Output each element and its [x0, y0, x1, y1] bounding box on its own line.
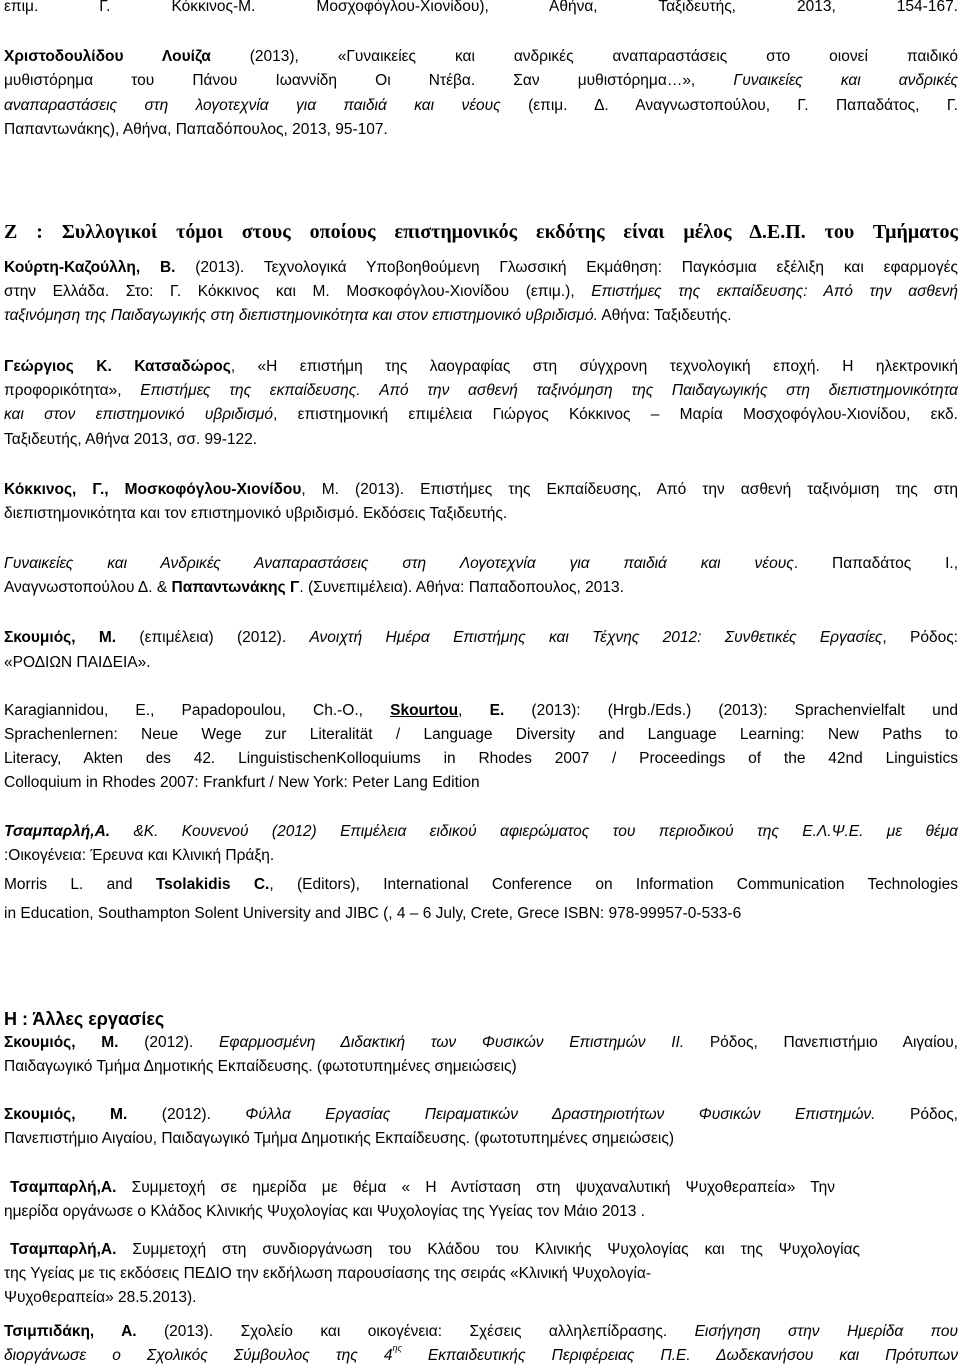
ref-line	[4, 747, 958, 771]
section-heading-h	[4, 1005, 958, 1033]
text-segment: Επιστήμες της εκπαίδευσης: Από την ασθενή	[591, 283, 958, 300]
text-segment	[112, 358, 134, 375]
text-segment: Karagiannidou, E., Papadopoulou, Ch.-O.,	[4, 702, 391, 719]
ref-line	[4, 94, 958, 118]
text-segment: Φύλλα Εργασίας Πειραματικών Δραστηριοτήτων Φυσικών Επιστημών.	[245, 1106, 876, 1123]
text-segment: Γυναικείες και Ανδρικές Αναπαραστάσεις στη Λογοτεχνία για παιδιά και νέους	[4, 555, 794, 572]
text-segment: Ζ : Συλλογικοί τόμοι στους οποίους επιστημονικός εκδότης είναι μέλος Δ.Ε.Π. του Τμήματος	[4, 221, 958, 243]
text-segment: Ρόδος,	[875, 1106, 958, 1123]
text-segment: (2013): (Hrgb./Eds.) (2013): Sprachenvielfalt und	[504, 702, 958, 719]
text-segment: (επιμέλεια) (2012).	[116, 629, 310, 646]
text-segment: Εισήγηση στην Ημερίδα που	[694, 1323, 958, 1340]
text-segment: :Οικογένεια: Έρευνα και Κλινική Πράξη.	[4, 847, 275, 864]
text-segment: ης	[392, 1342, 402, 1353]
text-segment: προφορικότητα»,	[4, 382, 141, 399]
text-segment: «ΡΟΔΙΩΝ ΠΑΙΔΕΙΑ».	[4, 654, 151, 671]
ref-line	[4, 844, 958, 868]
ref-line	[4, 1320, 958, 1344]
text-segment: (2013). Τεχνολογικά Υποβοηθούμενη Γλωσσική Εκμάθηση: Παγκόσμια εξέλιξη και εφαρμογές	[175, 259, 958, 276]
ref-line	[4, 1031, 958, 1055]
text-segment: . Παπαδάτος Ι.,	[793, 555, 958, 572]
ref-line	[4, 280, 958, 304]
text-segment: Σκουμιός, Μ.	[4, 1106, 128, 1123]
text-segment: (2012).	[127, 1106, 246, 1123]
ref-line	[4, 771, 958, 795]
text-segment: , Ρόδος:	[882, 629, 958, 646]
text-segment: Σκουμιός, Μ.	[4, 1034, 119, 1051]
text-segment: Κούρτη-Καζούλλη, Β.	[4, 259, 176, 276]
text-segment: στην Ελλάδα. Στο: Γ. Κόκκινος και Μ. Μοσκοφόγλου-Χιονίδου (επιμ.),	[4, 283, 592, 300]
ref-line	[4, 0, 958, 19]
ref-line	[4, 478, 958, 502]
section-heading-z	[4, 218, 958, 246]
text-segment: Literacy, Akten des 42. LinguistischenKolloquiums in Rhodes 2007 / Proceedings of the 42nd Linguistics	[4, 750, 958, 767]
text-segment: Tsolakidis C.	[155, 876, 270, 893]
text-segment: της Υγείας με τις εκδόσεις ΠΕΔΙΟ την εκδήλωση παρουσίασης της σειράς «Κλινική Ψυχολογία-	[4, 1265, 651, 1282]
text-segment: Συμμετοχή στη συνδιοργάνωση του Κλάδου του Κλινικής Ψυχολογίας και της Ψυχολογίας	[116, 1241, 860, 1258]
text-segment: Εκπαιδευτικής Περιφέρειας Π.Ε. Δωδεκανήσου και Πρότυπων	[401, 1347, 958, 1364]
ref-line	[4, 820, 958, 844]
ref-line	[4, 576, 958, 600]
text-segment: &Κ. Κουνενού (2012) Επιμέλεια ειδικού αφιερώματος του περιοδικού της Ε.Λ.Ψ.Ε. με θέμα	[110, 823, 958, 840]
ref-line	[4, 118, 958, 142]
text-segment: , Μ. (2013). Επιστήμες της Εκπαίδευσης, Από την ασθενή ταξινόμιση της στη	[301, 481, 958, 498]
ref-line	[4, 1344, 958, 1368]
text-segment: ταξινόμηση της Παιδαγωγικής στη διεπιστημονικότητα και στον επιστημονικό υβριδισμό.	[4, 307, 598, 324]
text-segment: (2013). Σχολείο και οικογένεια: Σχέσεις αλληλεπίδρασης.	[136, 1323, 695, 1340]
text-segment: Παπαντωνάκης), Αθήνα, Παπαδόπουλος, 2013, 95-107.	[4, 121, 388, 138]
text-segment: Colloquium in Rhodes 2007: Frankfurt / New York: Peter Lang Edition	[4, 774, 480, 791]
ref-line	[4, 403, 958, 427]
ref-line	[4, 355, 958, 379]
text-segment: Χριστοδουλίδου Λουίζα	[4, 48, 211, 65]
text-segment: Σκουμιός, Μ.	[4, 629, 117, 646]
text-segment: Ανοιχτή Ημέρα Επιστήμης και Τέχνης 2012: Συνθετικές Εργασίες	[309, 629, 883, 646]
ref-line	[4, 1286, 958, 1310]
text-segment: επιμ. Γ. Κόκκινος-Μ. Μοσχοφόγλου-Χιονίδου), Αθήνα, Ταξιδευτής, 2013, 154-167.	[4, 0, 958, 15]
text-segment: Sprachenlernen: Neue Wege zur Literalität / Language Diversity and Language Learning: New Paths to	[4, 726, 958, 743]
text-segment: Τσαμπαρλή,Α.	[4, 823, 111, 840]
text-segment: , (Editors), International Conference on Information Communication Technologies	[269, 876, 958, 893]
ref-line	[4, 256, 958, 280]
text-segment: Εφαρμοσμένη Διδακτική των Φυσικών Επιστημών ΙΙ.	[219, 1034, 685, 1051]
text-segment	[361, 382, 380, 399]
text-segment: in Education, Southampton Solent University and JIBC (, 4 – 6 July, Crete, Grece ISBN: 978-99957-0-533-6	[4, 905, 742, 922]
text-segment: Τσαμπαρλή,Α.	[10, 1241, 117, 1258]
text-segment: διεπιστημονικότητα και τον επιστημονικό υβριδισμό. Εκδόσεις Ταξιδευτής.	[4, 505, 508, 522]
ref-line	[4, 502, 958, 526]
text-segment: αναπαραστάσεις στη λογοτεχνία για παιδιά και νέους	[4, 97, 501, 114]
ref-line	[4, 1055, 958, 1079]
text-segment: Αναγνωστοπούλου Δ. &	[4, 579, 172, 596]
text-segment: Γυναικείες και ανδρικές	[733, 72, 958, 89]
ref-line	[4, 902, 958, 926]
text-segment: μυθιστόρημα του Πάνου Ιωαννίδη Οι Ντέβα. Σαν μυθιστόρημα…»,	[4, 72, 734, 89]
ref-line	[10, 1238, 860, 1262]
ref-line	[4, 651, 958, 675]
text-segment: Τσιμπιδάκη, Α.	[4, 1323, 137, 1340]
ref-line	[4, 1103, 958, 1127]
ref-line	[4, 723, 958, 747]
text-segment: (επιμ. Δ. Αναγνωστοπούλου, Γ. Παπαδάτος, Γ.	[500, 97, 958, 114]
text-segment: Ρόδος, Πανεπιστήμιο Αιγαίου,	[684, 1034, 958, 1051]
ref-line	[4, 626, 958, 650]
text-segment: Τσαμπαρλή,Α.	[10, 1179, 117, 1196]
ref-line	[4, 304, 958, 328]
ref-line	[4, 1127, 958, 1151]
text-segment: Κόκκινος, Γ., Μοσκοφόγλου-Χιονίδου	[4, 481, 302, 498]
text-segment: . (Συνεπιμέλεια). Αθήνα: Παπαδοπουλος, 2013.	[299, 579, 624, 596]
text-segment: Skourtou	[390, 702, 459, 719]
ref-line	[4, 552, 958, 576]
text-segment: Morris L. and	[4, 876, 156, 893]
text-segment: , «Η επιστήμη της λαογραφίας στη σύγχρονη τεχνολογική εποχή. Η ηλεκτρονική	[230, 358, 958, 375]
text-segment: Συμμετοχή σε ημερίδα με θέμα « Η Αντίσταση στη ψυχαναλυτική Ψυχοθεραπεία» Την	[116, 1179, 835, 1196]
text-segment: Ταξιδευτής, Αθήνα 2013, σσ. 99-122.	[4, 431, 258, 448]
text-segment: Πανεπιστήμιο Αιγαίου, Παιδαγωγικό Τμήμα Δημοτικής Εκπαίδευσης. (φωτοτυπημένες σημειώσεις)	[4, 1130, 675, 1147]
ref-line	[4, 428, 958, 452]
ref-line	[4, 699, 958, 723]
ref-line	[4, 379, 958, 403]
text-segment: διοργάνωσε ο Σχολικός Σύμβουλος της 4	[4, 1347, 393, 1364]
text-segment: Αθήνα: Ταξιδευτής.	[597, 307, 732, 324]
ref-line	[4, 1200, 958, 1224]
text-segment: Από την ασθενή ταξινόμηση της Παιδαγωγικής στη διεπιστημονικότητα	[379, 382, 958, 399]
text-segment: Παπαντωνάκης Γ	[171, 579, 300, 596]
ref-line	[10, 1176, 835, 1200]
text-segment: E.	[489, 702, 505, 719]
text-segment: Επιστήμες της εκπαίδευσης.	[140, 382, 361, 399]
text-segment: Ψυχοθεραπεία» 28.5.2013).	[4, 1289, 197, 1306]
text-segment: (2013), «Γυναικείες και ανδρικές αναπαραστάσεις στο οιονεί παιδικό	[210, 48, 958, 65]
text-segment: και στον επιστημονικό υβριδισμό	[4, 406, 274, 423]
ref-line	[4, 69, 958, 93]
text-segment: Κατσαδώρος	[134, 358, 231, 375]
ref-line	[4, 873, 958, 897]
text-segment: Η : Άλλες εργασίες	[4, 1009, 165, 1029]
text-segment: (2012).	[118, 1034, 220, 1051]
text-segment: Παιδαγωγικό Τμήμα Δημοτικής Εκπαίδευσης. (φωτοτυπημένες σημειώσεις)	[4, 1058, 517, 1075]
text-segment: ημερίδα οργάνωσε ο Κλάδος Κλινικής Ψυχολογίας και Ψυχολογίας της Υγείας τον Μάιο 2013 .	[4, 1203, 645, 1220]
text-segment: Γεώργιος Κ.	[4, 358, 112, 375]
text-segment: ,	[458, 702, 490, 719]
ref-line	[4, 1262, 958, 1286]
text-segment: , επιστημονική επιμέλεια Γιώργος Κόκκινος – Μαρία Μοσχοφόγλου-Χιονίδου, εκδ.	[273, 406, 958, 423]
ref-line	[4, 45, 958, 69]
